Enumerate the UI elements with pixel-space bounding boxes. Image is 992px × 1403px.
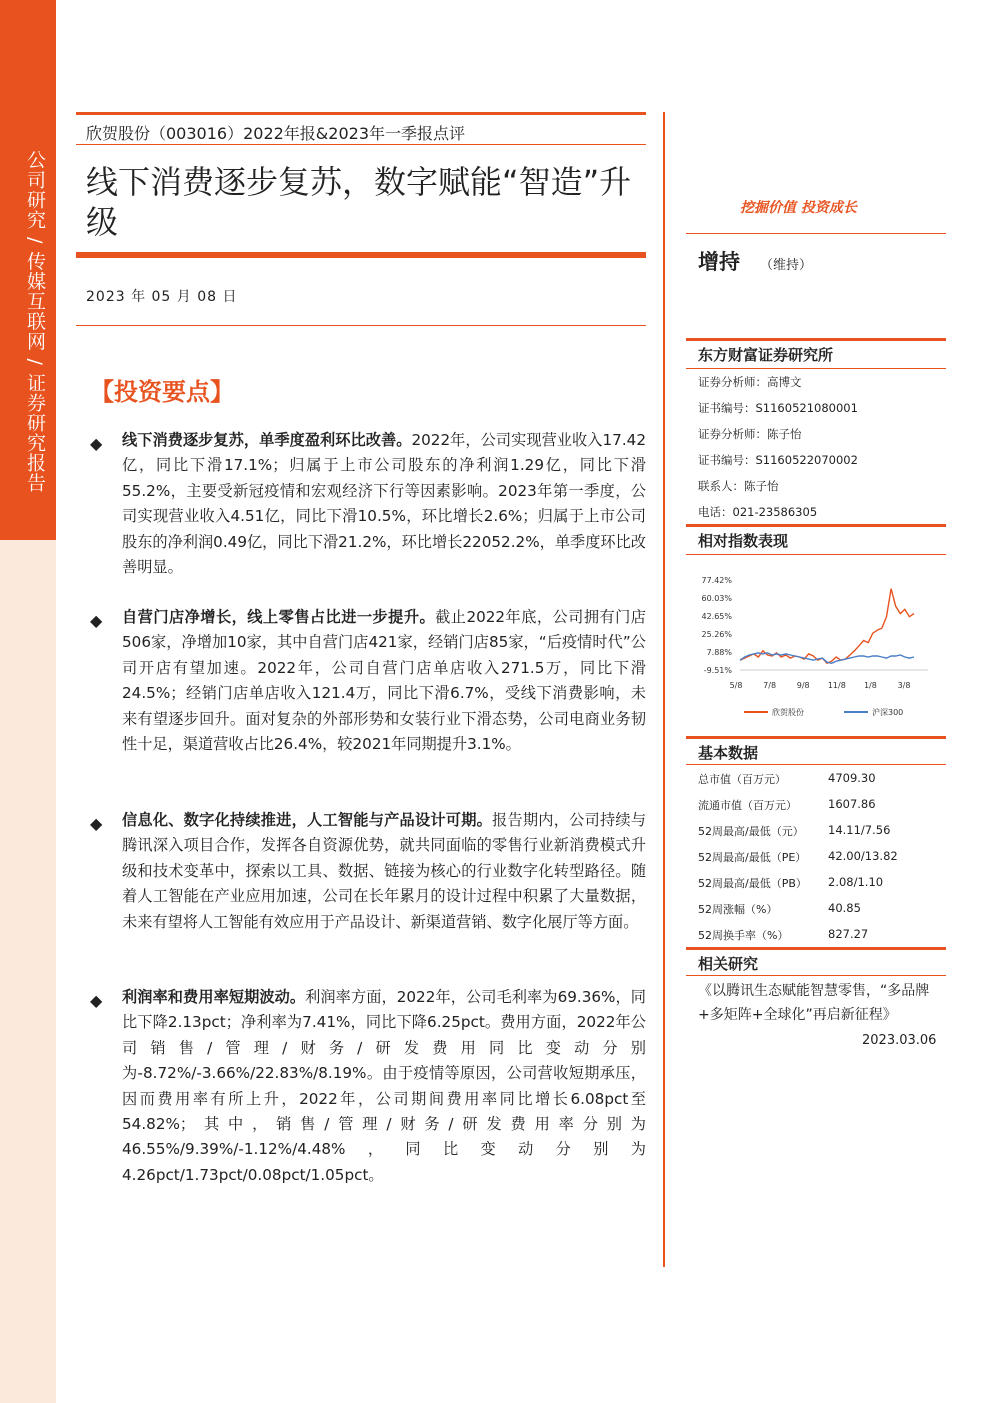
investment-point	[90, 985, 646, 1188]
basic-data-label: 52周最高/最低（元）	[698, 825, 804, 838]
point-text: 截止2022年底，公司拥有门店506家，净增加10家，其中自营门店421家，经销门店85家，“后疫情时代”公司开店有望加速。2022年，公司自营门店单店收入271.5万，同比下滑24.5%；经销门店单店收入121.4万，同比下滑6.7%，受线下消费影响，未来有望逐步回升。面对复杂的外部形势和女装行业下滑态势，公司电商业务韧性十足，渠道营收占比26.4%，较2021年同期提升3.1%。	[122, 608, 646, 754]
institute-under-rule	[686, 368, 946, 369]
basic-data-label: 52周涨幅（%）	[698, 903, 778, 916]
x-tick-label: 9/8	[796, 681, 810, 690]
basic-data-label: 52周最高/最低（PE）	[698, 851, 807, 864]
basic-data-under-rule	[686, 764, 946, 765]
basic-data-value: 4709.30	[828, 771, 876, 785]
chart-series	[740, 589, 914, 664]
section-title: 【投资要点】	[90, 377, 234, 406]
analyst-line: 电话：021-23586305	[698, 505, 818, 519]
y-tick-label: -9.51%	[703, 666, 732, 675]
basic-data-value: 2.08/1.10	[828, 875, 884, 889]
basic-data-rule	[686, 736, 946, 739]
chart-legend	[744, 707, 903, 717]
institute-name: 东方财富证券研究所	[698, 346, 834, 364]
report-title: 线下消费逐步复苏，数字赋能“智造”升级	[86, 163, 632, 241]
legend-label: 欣贺股份	[772, 708, 804, 717]
x-axis-ticks	[730, 681, 911, 690]
subtitle-rule	[76, 144, 646, 145]
related-title: 相关研究	[698, 955, 759, 973]
y-tick-label: 7.88%	[706, 648, 732, 657]
series-line-stock	[740, 589, 914, 664]
x-tick-label: 11/8	[827, 681, 846, 690]
diamond-bullet-icon: ◆	[90, 991, 103, 1010]
basic-data-value: 42.00/13.82	[828, 849, 898, 863]
chart-section-title: 相对指数表现	[698, 532, 789, 550]
slogan: 挖掘价值 投资成长	[740, 200, 857, 216]
point-text: 报告期内，公司持续与腾讯深入项目合作，发挥各自资源优势，就共同面临的零售行业新消费模式升级和技术变革中，探索以工具、数据、链接为核心的行业数字化转型路径。随着人工智能在产业应用加速，公司在长年累月的设计过程中积累了大量数据，未来有望将人工智能有效应用于产品设计、新渠道营销、数字化展厅等方面。	[122, 811, 647, 931]
title-rule	[76, 252, 646, 258]
point-text: 利润率方面，2022年，公司毛利率为69.36%，同比下降2.13pct；净利率为7.41%，同比下降6.25pct。费用方面，2022年公司销售/管理/财务/研发费用同比变动分别为-8.72%/-3.66%/22.83%/8.19%。由于疫情等原因，公司营收短期承压，因而费用率有所上升，2022年，公司期间费用率同比增长6.08pct至54.82%；其中，销售/管理/财务/研发费用率分别为46.55%/9.39%/-1.12%/4.48%，同比变动分别为4.26pct/1.73pct/0.08pct/1.05pct。	[122, 988, 646, 1184]
x-tick-label: 7/8	[763, 681, 777, 690]
y-axis-ticks	[701, 576, 732, 675]
y-tick-label: 60.03%	[701, 594, 732, 603]
category-label: 公司研究 / 传媒互联网 / 证券研究报告	[24, 150, 46, 493]
header-top-rule	[76, 112, 646, 115]
basic-data-value: 827.27	[828, 927, 869, 941]
date-rule	[76, 325, 646, 326]
basic-data-label: 52周换手率（%）	[698, 929, 789, 942]
y-tick-label: 42.65%	[701, 612, 732, 621]
point-lead: 利润率和费用率短期波动。	[122, 988, 306, 1006]
x-tick-label: 3/8	[897, 681, 911, 690]
x-tick-label: 1/8	[863, 681, 877, 690]
basic-data-value: 40.85	[828, 901, 861, 915]
column-divider	[663, 112, 665, 1267]
basic-data-value: 14.11/7.56	[828, 823, 891, 837]
report-subtitle: 欣贺股份（003016）2022年报&2023年一季报点评	[86, 124, 465, 143]
point-lead: 线下消费逐步复苏，单季度盈利环比改善。	[122, 431, 412, 449]
diamond-bullet-icon: ◆	[90, 814, 103, 833]
point-text: 2022年，公司实现营业收入17.42亿，同比下滑17.1%；归属于上市公司股东的净利润1.29亿，同比下滑55.2%，主要受新冠疫情和宏观经济下行等因素影响。2023年第一季度，公司实现营业收入4.51亿，同比下滑10.5%，环比增长2.6%；归属于上市公司股东的净利润0.49亿，同比下滑21.2%，环比增长22052.2%，单季度环比改善明显。	[122, 431, 646, 577]
analyst-line: 证券分析师：陈子怡	[698, 427, 802, 441]
investment-point	[90, 605, 646, 757]
related-under-rule	[686, 975, 946, 976]
institute-rule	[686, 338, 946, 341]
relative-index-chart	[696, 566, 936, 726]
related-report-link[interactable]: 《以腾讯生态赋能智慧零售，“多品牌+多矩阵+全球化”再启新征程》	[698, 983, 930, 1023]
point-lead: 信息化、数字化持续推进，人工智能与产品设计可期。	[122, 811, 493, 829]
basic-data-label: 流通市值（百万元）	[698, 799, 797, 812]
analyst-line: 证书编号：S1160522070002	[698, 453, 858, 467]
analyst-line: 联系人：陈子怡	[698, 479, 779, 493]
analyst-line: 证书编号：S1160521080001	[698, 401, 858, 415]
y-tick-label: 77.42%	[701, 576, 732, 585]
basic-data-label: 52周最高/最低（PB）	[698, 877, 807, 890]
legend-label: 沪深300	[872, 708, 904, 717]
investment-point	[90, 428, 646, 580]
related-report-date: 2023.03.06	[862, 1033, 937, 1048]
report-date: 2023 年 05 月 08 日	[86, 289, 238, 305]
rating-note: （维持）	[760, 258, 813, 273]
diamond-bullet-icon: ◆	[90, 434, 103, 453]
point-lead: 自营门店净增长，线上零售占比进一步提升。	[122, 608, 436, 626]
rating-top-rule	[686, 233, 946, 234]
analyst-line: 证券分析师：高博文	[698, 375, 802, 389]
y-tick-label: 25.26%	[701, 630, 732, 639]
chart-rule	[686, 524, 946, 527]
basic-data-value: 1607.86	[828, 797, 876, 811]
related-rule	[686, 947, 946, 950]
rating: 增持	[698, 250, 740, 274]
basic-data-title: 基本数据	[698, 744, 759, 762]
x-tick-label: 5/8	[729, 681, 743, 690]
investment-point	[90, 808, 646, 935]
basic-data-label: 总市值（百万元）	[698, 773, 786, 786]
chart-under-rule	[686, 554, 946, 555]
diamond-bullet-icon: ◆	[90, 611, 103, 630]
